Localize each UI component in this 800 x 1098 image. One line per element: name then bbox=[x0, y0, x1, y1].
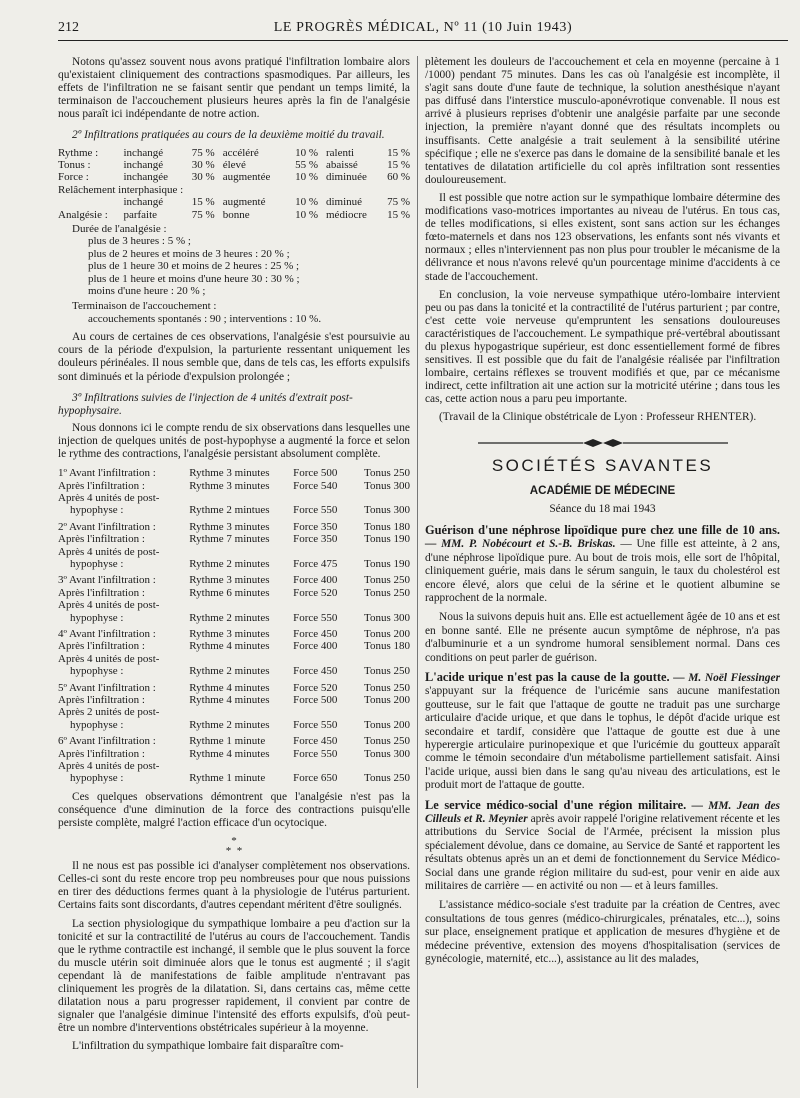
observation-cell: Tonus 180 bbox=[364, 640, 410, 653]
stats-cell: augmentée bbox=[222, 171, 271, 184]
paragraph: Au cours de certaines de ces observations, l'analgésie s'est poursuivie au cours de la période d'expulsion, la parturiente ressentant uniquement les douleurs périnéales. Il nous semble que, dans de tels cas, les efforts expulsifs sont diminués et la période d'expulsion prolongée ; bbox=[58, 331, 410, 383]
page-header bbox=[58, 18, 788, 41]
stats-cell: ralenti bbox=[326, 146, 355, 159]
paragraph: Ces quelques observations démontrent que l'analgésie n'est pas la conséquence d'une diminution de la force des contractions puisqu'elle persiste complète, malgré l'action efficace d'un ocytocique. bbox=[58, 790, 410, 830]
stats-cell: inchangé bbox=[123, 158, 164, 171]
observation-row bbox=[58, 533, 410, 545]
observation-row bbox=[58, 587, 410, 599]
observation-cell: Force 550 bbox=[293, 747, 338, 760]
observation-row bbox=[58, 480, 410, 492]
observation-cell: Tonus 190 bbox=[364, 533, 410, 546]
observation-cell bbox=[293, 546, 350, 558]
paragraph: La section physiologique du sympathique lombaire a peu d'action sur la tonicité et sur la contractilité de l'utérus au cours de l'accouchement. Tandis que le rythme contractile est inchangé, il semble que le plus souvent la force du muscle utérin soit diminuée alors que le tonus est augmenté ; il s'agit cependant là de manifestations de faible amplitude n'entravant pas cliniquement les progrès de la dilatation. Si, dans certains cas, même cette dilatation nous a paru progresser rapidement, il convient par contre de signaler que l'analgésie diminue l'intensité des efforts expulsifs, d'où peut-être un nombre d'interventions obstétricales supérieur à la moyenne. bbox=[58, 917, 410, 1035]
observation-cell bbox=[350, 653, 410, 665]
observation-cell: Force 350 bbox=[293, 533, 338, 546]
observation-row bbox=[58, 748, 410, 760]
observation-cell bbox=[293, 599, 350, 611]
observation-cell: Rythme 2 mintues bbox=[189, 504, 270, 517]
observation-row bbox=[58, 504, 410, 516]
observation-row bbox=[58, 772, 410, 784]
duration-block bbox=[58, 223, 410, 325]
observation-row bbox=[58, 640, 410, 652]
observation-cell bbox=[189, 492, 293, 504]
article-text: après avoir rappelé l'origine relativement récente et les attributions du Service Social de l'Armée, précisent la mission plus spécialement dévolue, dans ce domaine, au Service de Santé et rapportent les résultats obtenus après un an et demi de fonctionnement du Service Médico-Social dans une grande région militaire du sud-est, pour venir en aide aux militaires de carrière — en activité ou non — et à leurs familles. bbox=[425, 813, 780, 893]
paragraph: plètement les douleurs de l'accouchement et cela en moyenne (percaine à 1 /1000) pendant 75 minutes. Dans les cas où l'analgésie est incomplète, il s'agit sans doute d'une faute de technique, la solution anesthésique n'ayant pas diffusé dans l'interstice musculo-aponévrotique convenable. Il nous est arrivé à plusieurs reprises d'obtenir une analgésie parfaite par une seconde injection, la première n'ayant donné que des résultats incomplets ou insuffisants. Cette analgésie a trait seulement à la sensibilité utérine spécifique ; elle ne s'exerce pas dans le domaine de la sensibilité banale et les tentatives de dilatation artificielle du col après infiltration sont ressenties douloureusement. bbox=[425, 56, 780, 186]
observation-cell: Tonus 250 bbox=[364, 665, 410, 678]
observation-cell: Tonus 180 bbox=[364, 520, 410, 533]
observation-cell: Tonus 250 bbox=[364, 586, 410, 599]
observation-row bbox=[58, 653, 410, 665]
article-authors: — M. Noël Fiessinger bbox=[673, 671, 780, 684]
observation-cell bbox=[189, 706, 293, 718]
stats-cell: parfaite bbox=[123, 208, 158, 221]
article-text: s'appuyant sur la fréquence de l'uricémie sans aucune manifestation goutteuse, sur le fait que l'attaque de goutte ne traduit pas une surcharge articulaire d'acide urique, et que dans le tophus, le dépôt d'acide urique est secondaire et tardif, considère que l'attaque de goutte est due à une hyperergie articulaire purinopexique et que l'uricémie du goutteux apparaît comme le témoin secondaire d'un métabolisme partiellement satisfait. Ainsi l'acide urique, aussi bien dans le sang qu'au niveau des articulations, est le produit mort de l'attaque de goutte. bbox=[425, 685, 780, 792]
paragraph: En conclusion, la voie nerveuse sympathique utéro-lombaire intervient peu ou pas dans la tonicité et la contractilité de l'utérus parturient ; par contre, c'est cette voie nerveuse qu'empruntent les sensations douloureuses caractéristiques de l'accouchement. Le sympathique pré-vertébral aboutissant du plexus hypogastrique supérieur, est donc essentiellement formé de fibres sensitives. Il est possible que du fait de l'analgésie réalisée par l'infiltration lombaire, certains réflexes se trouvent modifiés et que, par ce mécanisme indirect, cette infiltration ait une action sur la motricité utérine ; dans tous les cas, cette action nous a paru peu importante. bbox=[425, 288, 780, 406]
stats-cell: Rythme : bbox=[58, 146, 99, 159]
stats-cell: Force : bbox=[58, 171, 89, 184]
observation-cell: Après l'infiltration : bbox=[58, 533, 145, 546]
observation-row bbox=[58, 546, 410, 558]
stats-cell: 30 % bbox=[191, 171, 215, 184]
section-heading: 3º Infiltrations suivies de l'injection de 4 unités d'extrait post-hypophysaire. bbox=[58, 391, 353, 417]
observation-cell: Force 550 bbox=[293, 718, 338, 731]
observation-cell: Rythme 3 minutes bbox=[189, 627, 270, 640]
article-authors: — MM. P. Nobécourt et S.-B. Briskas. bbox=[425, 538, 616, 551]
observation-cell: Tonus 200 bbox=[364, 627, 410, 640]
stats-cell: 75 % bbox=[191, 146, 215, 159]
observation-cell: Force 350 bbox=[293, 520, 338, 533]
stats-cell: inchangé bbox=[123, 146, 164, 159]
observation-cell: 2º Avant l'infiltration : bbox=[58, 520, 156, 533]
observation-row bbox=[58, 694, 410, 706]
observation-cell: hypophyse : bbox=[70, 611, 124, 624]
observation-cell: Rythme 3 minutes bbox=[189, 479, 270, 492]
observation-cell: Tonus 250 bbox=[364, 772, 410, 785]
observation-cell: Tonus 300 bbox=[364, 479, 410, 492]
observation-cell: Force 520 bbox=[293, 586, 338, 599]
observation-cell: 5º Avant l'infiltration : bbox=[58, 681, 156, 694]
observation-cell: Force 550 bbox=[293, 611, 338, 624]
duration-item: moins d'une heure : 20 % ; bbox=[88, 285, 206, 298]
observation-cell: Rythme 2 minutes bbox=[189, 557, 270, 570]
duration-item: plus de 2 heures et moins de 3 heures : 20 % ; bbox=[88, 247, 290, 260]
observation-cell: Après 2 unités de post- bbox=[58, 706, 160, 719]
observation-cell: Rythme 4 minutes bbox=[189, 747, 270, 760]
stats-cell: inchangé bbox=[123, 196, 164, 209]
paragraph: L'infiltration du sympathique lombaire fait disparaître com- bbox=[72, 1040, 344, 1053]
stats-row bbox=[58, 159, 410, 171]
observation-cell: Force 450 bbox=[293, 735, 338, 748]
section-title: SOCIÉTÉS SAVANTES bbox=[491, 455, 714, 475]
observation-row bbox=[58, 570, 410, 586]
observation-cell bbox=[293, 760, 350, 772]
observation-cell: Rythme 6 minutes bbox=[189, 586, 270, 599]
observation-cell: Tonus 250 bbox=[364, 467, 410, 480]
observation-cell bbox=[293, 492, 350, 504]
observation-cell: Rythme 4 minutes bbox=[189, 640, 270, 653]
observation-cell: Après l'infiltration : bbox=[58, 586, 145, 599]
observation-cell bbox=[350, 760, 410, 772]
stats-cell: accéléré bbox=[222, 146, 259, 159]
observation-cell: hypophyse : bbox=[70, 504, 124, 517]
observation-cell: Après 4 unités de post- bbox=[58, 491, 160, 504]
observation-cell: 4º Avant l'infiltration : bbox=[58, 627, 156, 640]
observation-row bbox=[58, 624, 410, 640]
observation-cell: Force 650 bbox=[293, 772, 338, 785]
stats-cell: 10 % bbox=[295, 208, 318, 221]
duration-item: plus de 1 heure et moins d'une heure 30 : 30 % ; bbox=[88, 272, 300, 285]
stats-cell: 10 % bbox=[295, 196, 318, 209]
stats-cell: 15 % bbox=[387, 146, 410, 159]
observation-row bbox=[58, 492, 410, 504]
article bbox=[425, 799, 780, 894]
stats-row bbox=[58, 184, 410, 196]
observation-cell: Tonus 300 bbox=[364, 611, 410, 624]
page-number: 212 bbox=[58, 20, 79, 35]
observation-row bbox=[58, 599, 410, 611]
duration-item: plus de 1 heure 30 et moins de 2 heures : 25 % ; bbox=[88, 260, 300, 273]
article bbox=[425, 671, 780, 793]
stats-cell: 15 % bbox=[387, 208, 410, 221]
observation-cell bbox=[293, 706, 350, 718]
observation-cell: hypophyse : bbox=[70, 772, 124, 785]
paragraph: Notons qu'assez souvent nous avons pratiqué l'infiltration lombaire alors qu'existaient cliniquement des contractions spasmodiques. Par ailleurs, les effets de l'infiltration ne se faisant sentir que pendant un temps limité, la terminaison de l'accouchement plusieurs heures après la fin de l'analgésie nous paraît ici indépendante de notre action. bbox=[58, 56, 410, 121]
stats-cell bbox=[58, 196, 123, 208]
observation-row bbox=[58, 612, 410, 624]
termination-values: accouchements spontanés : 90 ; interventions : 10 %. bbox=[88, 312, 322, 325]
observation-cell: 1º Avant l'infiltration : bbox=[58, 467, 156, 480]
observation-cell: Force 400 bbox=[293, 574, 338, 587]
observation-row bbox=[58, 558, 410, 570]
observation-cell: Après l'infiltration : bbox=[58, 479, 145, 492]
article-text: Nous la suivons depuis huit ans. Elle est actuellement âgée de 10 ans et est en bonne santé. Elle ne présente aucun symptôme de néphrose, n'a pas d'albuminurie et a un syndrome humoral sensiblement normal. Dans ces conditions on peut parler de guérison. bbox=[425, 611, 780, 664]
observation-cell: Tonus 200 bbox=[364, 694, 410, 706]
observation-cell: Après 4 unités de post- bbox=[58, 599, 160, 612]
stats-cell: 10 % bbox=[295, 146, 318, 159]
observation-cell: Rythme 3 minutes bbox=[189, 520, 270, 533]
stats-row bbox=[58, 209, 410, 221]
stats-cell: abaissé bbox=[326, 158, 358, 171]
right-column bbox=[425, 56, 780, 973]
duration-title: Durée de l'analgésie : bbox=[72, 223, 167, 235]
stats-cell: 55 % bbox=[295, 158, 318, 171]
observation-cell bbox=[189, 546, 293, 558]
attribution: (Travail de la Clinique obstétricale de Lyon : Professeur RHENTER). bbox=[439, 411, 757, 424]
stats-cell: 75 % bbox=[387, 196, 410, 209]
observation-row bbox=[58, 665, 410, 677]
article-title: L'acide urique n'est pas la cause de la goutte. bbox=[425, 669, 670, 684]
observation-cell: Après l'infiltration : bbox=[58, 640, 145, 653]
stats-cell: augmenté bbox=[222, 196, 266, 209]
stats-cell: 15 % bbox=[387, 158, 410, 171]
stats-cell: 60 % bbox=[387, 171, 410, 184]
observation-cell bbox=[293, 653, 350, 665]
section-heading: 2º Infiltrations pratiquées au cours de la deuxième moitié du travail. bbox=[72, 129, 385, 142]
stats-cell: 15 % bbox=[191, 196, 215, 209]
paragraph: Il est possible que notre action sur le sympathique lombaire détermine des modifications vaso-motrices importantes au niveau de l'utérus. En tous cas, de telles modifications, si elles existent, sont sans action sur les échanges fœto-maternels et dans nos 123 observations, les enfants sont nés vivants et normaux ; elles n'interviennent pas non plus pour troubler le mécanisme de la délivrance et nous n'avons relevé qu'un pourcentage minime d'accidents à ce stade de l'accouchement. bbox=[425, 191, 780, 283]
observation-cell: Tonus 200 bbox=[364, 718, 410, 731]
stats-row bbox=[58, 196, 410, 208]
stats-cell: diminué bbox=[326, 196, 363, 209]
observation-cell: Force 450 bbox=[293, 665, 338, 678]
observation-cell: Après 4 unités de post- bbox=[58, 652, 160, 665]
observation-cell: Force 550 bbox=[293, 504, 338, 517]
observation-cell: Après 4 unités de post- bbox=[58, 545, 160, 558]
observation-cell: Tonus 250 bbox=[364, 574, 410, 587]
subsection-title: ACADÉMIE DE MÉDECINE bbox=[529, 483, 676, 497]
observation-cell: Force 450 bbox=[293, 627, 338, 640]
observation-cell: Rythme 4 minutes bbox=[189, 681, 270, 694]
stats-cell: Analgésie : bbox=[58, 208, 108, 221]
column-divider bbox=[417, 56, 418, 1088]
observation-row bbox=[58, 706, 410, 718]
observation-row bbox=[58, 678, 410, 694]
duration-item: plus de 3 heures : 5 % ; bbox=[88, 235, 191, 248]
observation-cell: Rythme 3 minutes bbox=[189, 467, 270, 480]
observation-cell: Rythme 7 minutes bbox=[189, 533, 270, 546]
observation-cell: Après l'infiltration : bbox=[58, 694, 145, 706]
observation-cell: hypophyse : bbox=[70, 718, 124, 731]
stats-cell: inchangée bbox=[123, 171, 169, 184]
article-title: Le service médico-social d'une région militaire. bbox=[425, 797, 687, 812]
observation-cell: Rythme 3 minutes bbox=[189, 574, 270, 587]
session-date: Séance du 18 mai 1943 bbox=[549, 502, 656, 515]
observation-cell: Rythme 4 minutes bbox=[189, 694, 270, 706]
stats-cell: 75 % bbox=[191, 208, 215, 221]
observation-cell: Rythme 2 minutes bbox=[189, 665, 270, 678]
observation-cell bbox=[350, 546, 410, 558]
paragraph: Nous donnons ici le compte rendu de six observations dans lesquelles une injection de quelques unités de post-hypophyse a augmenté la force et selon le rythme des contractions, l'analgésie persistant absolument complète. bbox=[58, 421, 410, 460]
article bbox=[425, 524, 780, 605]
article-text: — Une fille est atteinte, à 2 ans, d'une néphrose lipoïdique pure. Au bout de trois mois, elle sort de l'hôpital, cliniquement guérie, mais dans le sérum sanguin, le taux du cholestérol est encore élevé, alors que celui de la sérine et le quotient albumine se rapprochent de la normale. bbox=[425, 538, 780, 604]
stats-cell: 30 % bbox=[191, 158, 215, 171]
observation-cell: Rythme 2 minutes bbox=[189, 611, 270, 624]
stats-cell: 10 % bbox=[295, 171, 318, 184]
observation-cell: Après l'infiltration : bbox=[58, 747, 145, 760]
observation-cell: Tonus 300 bbox=[364, 504, 410, 517]
observation-cell bbox=[189, 653, 293, 665]
observation-cell: Tonus 250 bbox=[364, 735, 410, 748]
article-text: L'assistance médico-sociale s'est traduite par la création de Centres, avec consultations de tous genres (médico-chirurgicales, prénatales, etc...), soins sur place, enseignement pratique et application de mesures d'hygiène et de médecine préventive, extension des moyens d'hospitalisation (services de gynécologie, maternité, etc...), assistance au lit des malades, bbox=[425, 899, 780, 966]
observation-cell: Force 520 bbox=[293, 681, 338, 694]
observations-table bbox=[58, 467, 410, 785]
stats-row bbox=[58, 171, 410, 183]
observation-cell bbox=[189, 599, 293, 611]
stats-table bbox=[58, 147, 410, 221]
article-authors: — MM. Jean des Cilleuls et R. Meynier bbox=[425, 799, 780, 826]
stats-cell: Relâchement interphasique : bbox=[58, 183, 184, 196]
observation-cell bbox=[350, 706, 410, 718]
observation-row bbox=[58, 467, 410, 479]
observation-cell: 6º Avant l'infiltration : bbox=[58, 735, 156, 748]
observation-cell: Tonus 250 bbox=[364, 681, 410, 694]
observation-cell: Rythme 2 minutes bbox=[189, 718, 270, 731]
paragraph: Il ne nous est pas possible ici d'analyser complètement nos observations. Celles-ci sont du reste encore trop peu nombreuses pour que nous puissions en tirer des déductions fermes quant à la physiologie de l'utérus parturient. Certains faits sont discordants, d'autres cependant méritent d'être soulignés. bbox=[58, 860, 410, 912]
observation-cell: Force 475 bbox=[293, 557, 338, 570]
observation-row bbox=[58, 517, 410, 533]
observation-cell bbox=[189, 760, 293, 772]
observation-cell bbox=[350, 492, 410, 504]
observation-cell: hypophyse : bbox=[70, 557, 124, 570]
stats-cell: élevé bbox=[222, 158, 246, 171]
observation-cell: Rythme 1 minute bbox=[189, 772, 266, 785]
asterism-ornament: * * * bbox=[225, 835, 243, 858]
article-title: Guérison d'une néphrose lipoïdique pure chez une fille de 10 ans. bbox=[425, 522, 780, 537]
observation-row bbox=[58, 719, 410, 731]
left-column bbox=[58, 56, 410, 1058]
observation-row bbox=[58, 731, 410, 747]
observation-cell: hypophyse : bbox=[70, 665, 124, 678]
observation-cell: 3º Avant l'infiltration : bbox=[58, 574, 156, 587]
observation-cell: Tonus 190 bbox=[364, 557, 410, 570]
observation-row bbox=[58, 760, 410, 772]
observation-cell bbox=[350, 599, 410, 611]
stats-cell: diminuée bbox=[326, 171, 367, 184]
observation-cell: Force 500 bbox=[293, 467, 338, 480]
stats-cell: bonne bbox=[222, 208, 250, 221]
divider-ornament bbox=[425, 437, 780, 453]
observation-cell: Force 540 bbox=[293, 479, 338, 492]
termination-title: Terminaison de l'accouchement : bbox=[72, 300, 217, 313]
stats-row bbox=[58, 147, 410, 159]
observation-cell: Après 4 unités de post- bbox=[58, 760, 160, 773]
stats-cell: médiocre bbox=[326, 208, 367, 221]
observation-cell: Force 400 bbox=[293, 640, 338, 653]
journal-title: LE PROGRÈS MÉDICAL, Nº 11 (10 Juin 1943) bbox=[273, 20, 573, 35]
observation-cell: Tonus 300 bbox=[364, 747, 410, 760]
observation-cell: Force 500 bbox=[293, 694, 338, 706]
stats-cell: Tonus : bbox=[58, 158, 91, 171]
observation-cell: Rythme 1 minute bbox=[189, 735, 266, 748]
